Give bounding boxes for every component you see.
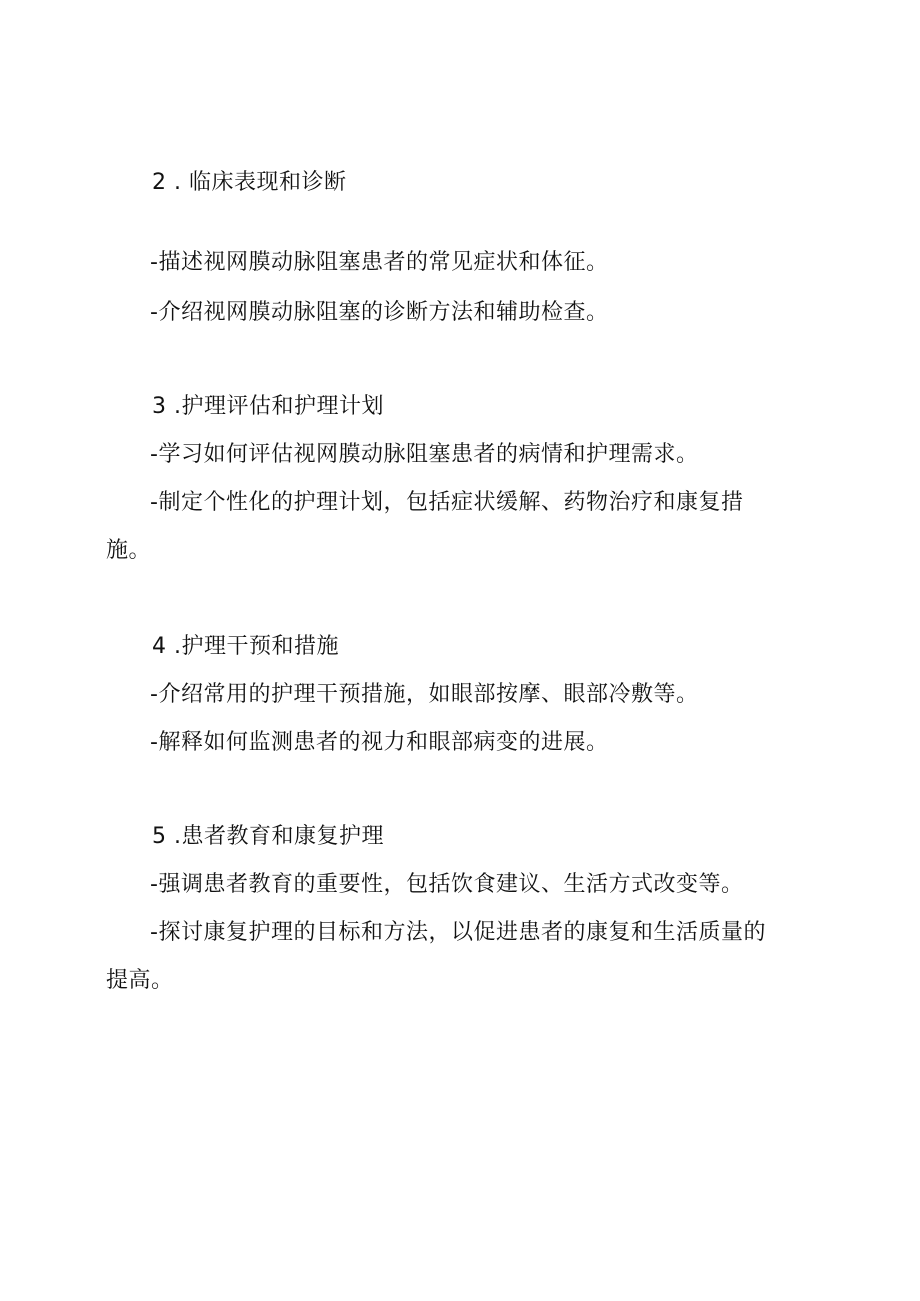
- section-3-line-3: 施。: [106, 538, 152, 563]
- section-5-heading: 5 .患者教育和康复护理: [152, 824, 384, 849]
- section-2-line-2: -介绍视网膜动脉阻塞的诊断方法和辅助检查。: [150, 300, 609, 325]
- section-4-heading: 4 .护理干预和措施: [152, 634, 339, 659]
- section-5-line-1: -强调患者教育的重要性，包括饮食建议、生活方式改变等。: [150, 872, 744, 897]
- section-5-line-2: -探讨康复护理的目标和方法，以促进患者的康复和生活质量的: [150, 920, 766, 945]
- section-2-line-1: -描述视网膜动脉阻塞患者的常见症状和体征。: [150, 250, 609, 275]
- section-3-line-2: -制定个性化的护理计划，包括症状缓解、药物治疗和康复措: [150, 490, 744, 515]
- section-3-heading: 3 .护理评估和护理计划: [152, 394, 384, 419]
- section-5-line-3: 提高。: [106, 968, 174, 993]
- section-4-line-1: -介绍常用的护理干预措施，如眼部按摩、眼部冷敷等。: [150, 682, 699, 707]
- section-4-line-2: -解释如何监测患者的视力和眼部病变的进展。: [150, 730, 609, 755]
- section-3-line-1: -学习如何评估视网膜动脉阻塞患者的病情和护理需求。: [150, 442, 699, 467]
- section-2-heading: 2 . 临床表现和诊断: [152, 170, 347, 195]
